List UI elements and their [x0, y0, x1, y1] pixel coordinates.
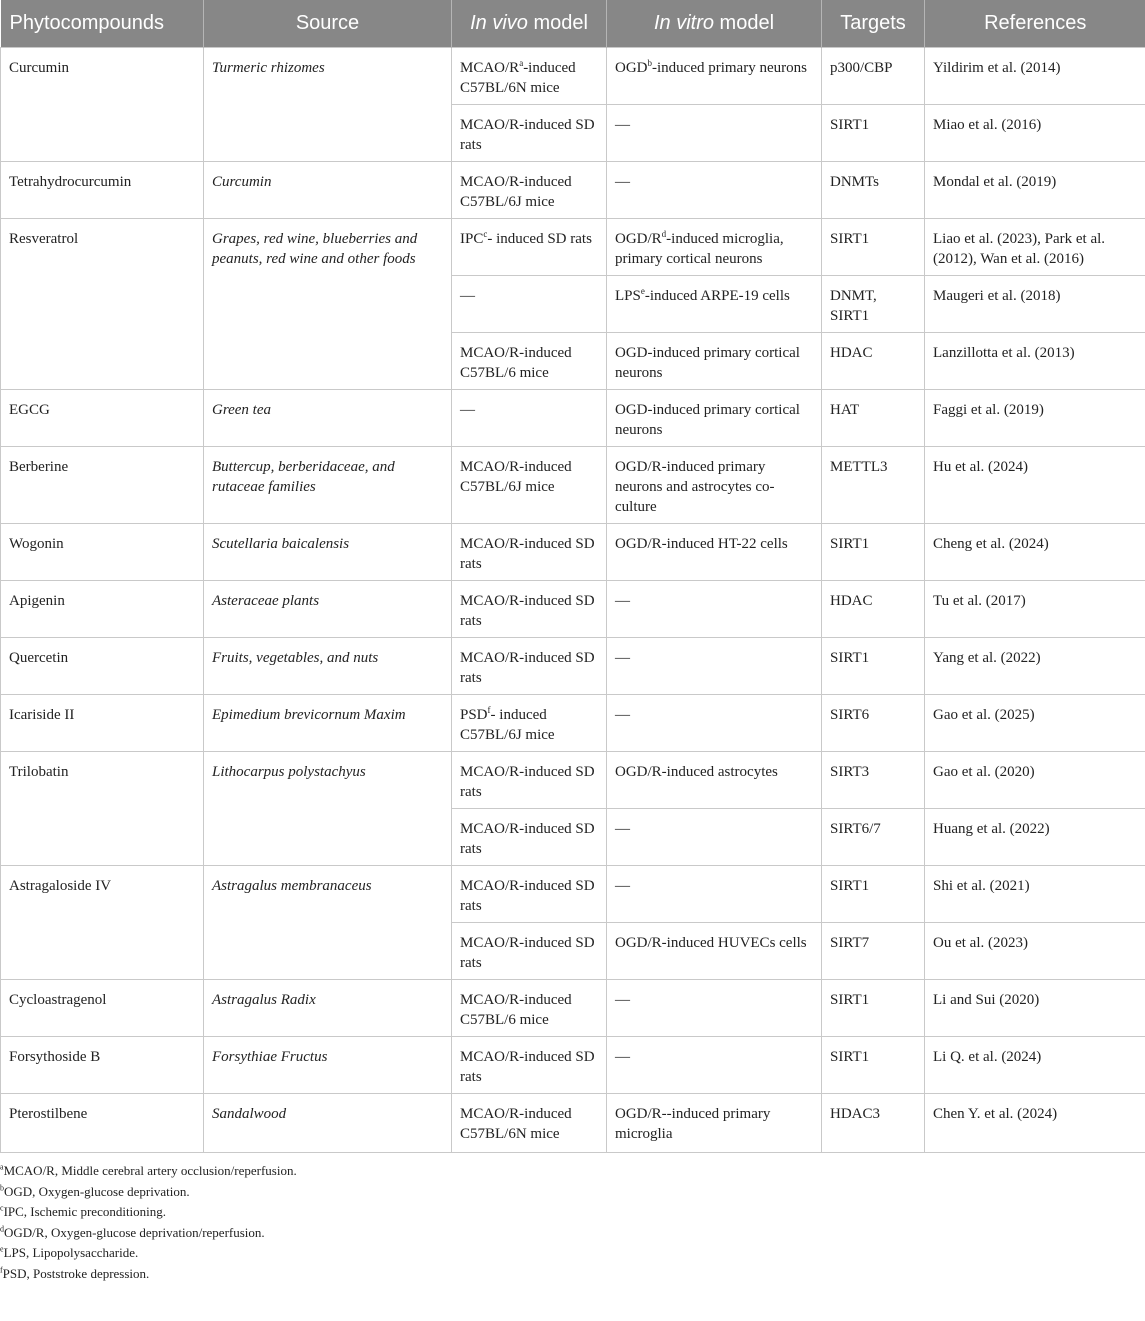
cell-compound: Curcumin — [1, 48, 204, 162]
cell-target: SIRT1 — [822, 980, 925, 1037]
cell-source: Asteraceae plants — [204, 581, 452, 638]
cell-target: p300/CBP — [822, 48, 925, 105]
cell-source: Sandalwood — [204, 1094, 452, 1153]
footnote — [0, 1161, 1145, 1182]
text: OGD/R — [615, 231, 662, 247]
header-in-vitro-italic: In vitro — [653, 12, 714, 34]
cell-source: Turmeric rhizomes — [204, 48, 452, 162]
footnote — [0, 1223, 1145, 1244]
cell-target: SIRT6/7 — [822, 809, 925, 866]
footnote-text: OGD/R, Oxygen-glucose deprivation/reperfusion. — [4, 1224, 265, 1240]
cell-in-vivo: MCAO/R-induced SD rats — [452, 866, 607, 923]
table-header — [1, 0, 1145, 48]
text: OGD — [615, 60, 648, 76]
cell-target: HDAC — [822, 581, 925, 638]
cell-target: HDAC3 — [822, 1094, 925, 1153]
cell-in-vivo: MCAO/R-induced C57BL/6 mice — [452, 980, 607, 1037]
cell-in-vitro: — — [607, 695, 822, 752]
cell-in-vitro: OGD/R-induced astrocytes — [607, 752, 822, 809]
text: - induced SD rats — [487, 231, 592, 247]
text: LPS — [615, 288, 641, 304]
cell-in-vitro: — — [607, 1037, 822, 1094]
cell-in-vitro: — — [607, 581, 822, 638]
cell-in-vivo: MCAO/R-induced SD rats — [452, 581, 607, 638]
cell-target: SIRT1 — [822, 524, 925, 581]
footnote-mark: c — [483, 229, 488, 239]
cell-in-vivo: MCAO/R-induced C57BL/6 mice — [452, 333, 607, 390]
cell-reference: Maugeri et al. (2018) — [925, 276, 1145, 333]
table-row — [1, 866, 1145, 923]
cell-source: Fruits, vegetables, and nuts — [204, 638, 452, 695]
table-row — [1, 390, 1145, 447]
cell-in-vitro: — — [607, 980, 822, 1037]
footnote-mark: d — [661, 229, 667, 239]
cell-in-vivo: MCAO/R-induced C57BL/6J mice — [452, 447, 607, 524]
cell-target: SIRT1 — [822, 105, 925, 162]
footnote-mark: d — [0, 1224, 4, 1234]
table-row — [1, 219, 1145, 276]
cell-source: Scutellaria baicalensis — [204, 524, 452, 581]
cell-compound: Trilobatin — [1, 752, 204, 866]
cell-compound: Icariside II — [1, 695, 204, 752]
header-references: References — [925, 0, 1145, 48]
cell-in-vitro: OGD/R-induced HT-22 cells — [607, 524, 822, 581]
text: -induced ARPE-19 cells — [644, 288, 790, 304]
footnote-text: PSD, Poststroke depression. — [2, 1265, 150, 1281]
cell-in-vitro: OGD-induced primary cortical neurons — [607, 390, 822, 447]
cell-target: SIRT1 — [822, 638, 925, 695]
cell-in-vivo: MCAO/R-induced SD rats — [452, 752, 607, 809]
footnote-text: MCAO/R, Middle cerebral artery occlusion/reperfusion. — [3, 1163, 297, 1178]
footnote — [0, 1202, 1145, 1223]
table-row — [1, 752, 1145, 809]
cell-source: Forsythiae Fructus — [204, 1037, 452, 1094]
cell-in-vivo: MCAO/R-induced SD rats — [452, 638, 607, 695]
footnote-mark: f — [487, 705, 491, 715]
table-row — [1, 980, 1145, 1037]
table-footnotes — [0, 1153, 1145, 1284]
cell-in-vitro — [607, 219, 822, 276]
header-in-vivo-italic: In vivo — [470, 12, 528, 34]
cell-in-vitro: — — [607, 866, 822, 923]
cell-in-vivo: MCAO/R-induced SD rats — [452, 809, 607, 866]
footnote-text: IPC, Ischemic preconditioning. — [3, 1204, 167, 1219]
text: IPC — [460, 231, 484, 247]
header-in-vivo-rest: model — [527, 12, 588, 34]
cell-in-vitro: — — [607, 809, 822, 866]
footnote-mark: f — [0, 1265, 3, 1275]
cell-in-vitro — [607, 48, 822, 105]
cell-target: DNMT, SIRT1 — [822, 276, 925, 333]
cell-reference: Chen Y. et al. (2024) — [925, 1094, 1145, 1153]
table-row — [1, 581, 1145, 638]
cell-in-vitro: OGD-induced primary cortical neurons — [607, 333, 822, 390]
cell-source: Grapes, red wine, blueberries and peanuts, red wine and other foods — [204, 219, 452, 390]
cell-in-vitro: — — [607, 105, 822, 162]
cell-reference: Cheng et al. (2024) — [925, 524, 1145, 581]
table-row — [1, 1094, 1145, 1153]
cell-in-vivo: — — [452, 390, 607, 447]
cell-reference: Yang et al. (2022) — [925, 638, 1145, 695]
cell-compound: Cycloastragenol — [1, 980, 204, 1037]
footnote-text: OGD, Oxygen-glucose deprivation. — [4, 1183, 190, 1199]
header-row — [1, 0, 1145, 48]
table-row — [1, 48, 1145, 105]
cell-reference: Lanzillotta et al. (2013) — [925, 333, 1145, 390]
footnote-mark: a — [0, 1162, 4, 1172]
cell-compound: Quercetin — [1, 638, 204, 695]
cell-reference: Gao et al. (2020) — [925, 752, 1145, 809]
cell-compound: Pterostilbene — [1, 1094, 204, 1153]
cell-in-vivo — [452, 219, 607, 276]
cell-reference: Mondal et al. (2019) — [925, 162, 1145, 219]
cell-reference: Shi et al. (2021) — [925, 866, 1145, 923]
cell-target: HDAC — [822, 333, 925, 390]
text: PSD — [460, 707, 488, 723]
cell-in-vivo: MCAO/R-induced C57BL/6N mice — [452, 1094, 607, 1153]
table-row — [1, 638, 1145, 695]
text: - induced C57BL/6J mice — [460, 707, 555, 743]
cell-in-vivo: MCAO/R-induced C57BL/6J mice — [452, 162, 607, 219]
footnote — [0, 1182, 1145, 1203]
cell-reference: Tu et al. (2017) — [925, 581, 1145, 638]
footnote-mark: c — [0, 1203, 4, 1213]
cell-in-vitro: OGD/R-induced HUVECs cells — [607, 923, 822, 980]
header-phytocompounds: Phytocompounds — [1, 0, 204, 48]
header-targets: Targets — [822, 0, 925, 48]
cell-in-vivo: MCAO/R-induced SD rats — [452, 923, 607, 980]
table-row — [1, 1037, 1145, 1094]
cell-compound: Tetrahydrocurcumin — [1, 162, 204, 219]
cell-target: SIRT6 — [822, 695, 925, 752]
cell-in-vitro: OGD/R--induced primary microglia — [607, 1094, 822, 1153]
cell-reference: Li Q. et al. (2024) — [925, 1037, 1145, 1094]
cell-source: Green tea — [204, 390, 452, 447]
cell-source: Curcumin — [204, 162, 452, 219]
table-row — [1, 447, 1145, 524]
text: -induced primary neurons — [652, 60, 807, 76]
footnote-mark: e — [0, 1244, 4, 1254]
cell-target: METTL3 — [822, 447, 925, 524]
table-row — [1, 162, 1145, 219]
footnote-mark: a — [519, 58, 524, 68]
cell-compound: Astragaloside IV — [1, 866, 204, 980]
cell-reference: Yildirim et al. (2014) — [925, 48, 1145, 105]
cell-in-vivo — [452, 695, 607, 752]
footnote-mark: e — [640, 286, 645, 296]
cell-reference: Hu et al. (2024) — [925, 447, 1145, 524]
table-row — [1, 524, 1145, 581]
footnote-mark: b — [0, 1183, 4, 1193]
cell-reference: Faggi et al. (2019) — [925, 390, 1145, 447]
cell-reference: Ou et al. (2023) — [925, 923, 1145, 980]
footnote-mark: b — [647, 58, 652, 68]
cell-compound: Apigenin — [1, 581, 204, 638]
cell-target: SIRT3 — [822, 752, 925, 809]
cell-in-vitro: — — [607, 638, 822, 695]
cell-source: Epimedium brevicornum Maxim — [204, 695, 452, 752]
cell-reference: Huang et al. (2022) — [925, 809, 1145, 866]
cell-in-vitro: — — [607, 162, 822, 219]
cell-compound: Resveratrol — [1, 219, 204, 390]
cell-compound: Forsythoside B — [1, 1037, 204, 1094]
cell-reference: Gao et al. (2025) — [925, 695, 1145, 752]
cell-source: Buttercup, berberidaceae, and rutaceae families — [204, 447, 452, 524]
cell-reference: Li and Sui (2020) — [925, 980, 1145, 1037]
cell-target: SIRT7 — [822, 923, 925, 980]
cell-source: Astragalus membranaceus — [204, 866, 452, 980]
text: MCAO/R — [460, 60, 520, 76]
text: -induced microglia, primary cortical neurons — [615, 231, 784, 267]
cell-compound: EGCG — [1, 390, 204, 447]
cell-in-vitro — [607, 276, 822, 333]
header-in-vitro-model — [607, 0, 822, 48]
cell-in-vivo: MCAO/R-induced SD rats — [452, 1037, 607, 1094]
cell-compound: Wogonin — [1, 524, 204, 581]
cell-reference: Liao et al. (2023), Park et al. (2012), Wan et al. (2016) — [925, 219, 1145, 276]
cell-in-vivo: MCAO/R-induced SD rats — [452, 105, 607, 162]
cell-target: SIRT1 — [822, 866, 925, 923]
cell-target: HAT — [822, 390, 925, 447]
header-source: Source — [204, 0, 452, 48]
cell-in-vivo: — — [452, 276, 607, 333]
footnote — [0, 1243, 1145, 1264]
cell-in-vitro: OGD/R-induced primary neurons and astrocytes co-culture — [607, 447, 822, 524]
header-in-vivo-model — [452, 0, 607, 48]
cell-source: Lithocarpus polystachyus — [204, 752, 452, 866]
table-body — [1, 48, 1145, 1153]
footnote-text: LPS, Lipopolysaccharide. — [3, 1245, 139, 1260]
cell-target: SIRT1 — [822, 219, 925, 276]
cell-in-vivo — [452, 48, 607, 105]
header-in-vitro-rest: model — [714, 12, 775, 34]
cell-target: DNMTs — [822, 162, 925, 219]
cell-source: Astragalus Radix — [204, 980, 452, 1037]
cell-target: SIRT1 — [822, 1037, 925, 1094]
cell-compound: Berberine — [1, 447, 204, 524]
footnote — [0, 1264, 1145, 1285]
cell-reference: Miao et al. (2016) — [925, 105, 1145, 162]
table-row — [1, 695, 1145, 752]
text: -induced C57BL/6N mice — [460, 60, 576, 96]
cell-in-vivo: MCAO/R-induced SD rats — [452, 524, 607, 581]
